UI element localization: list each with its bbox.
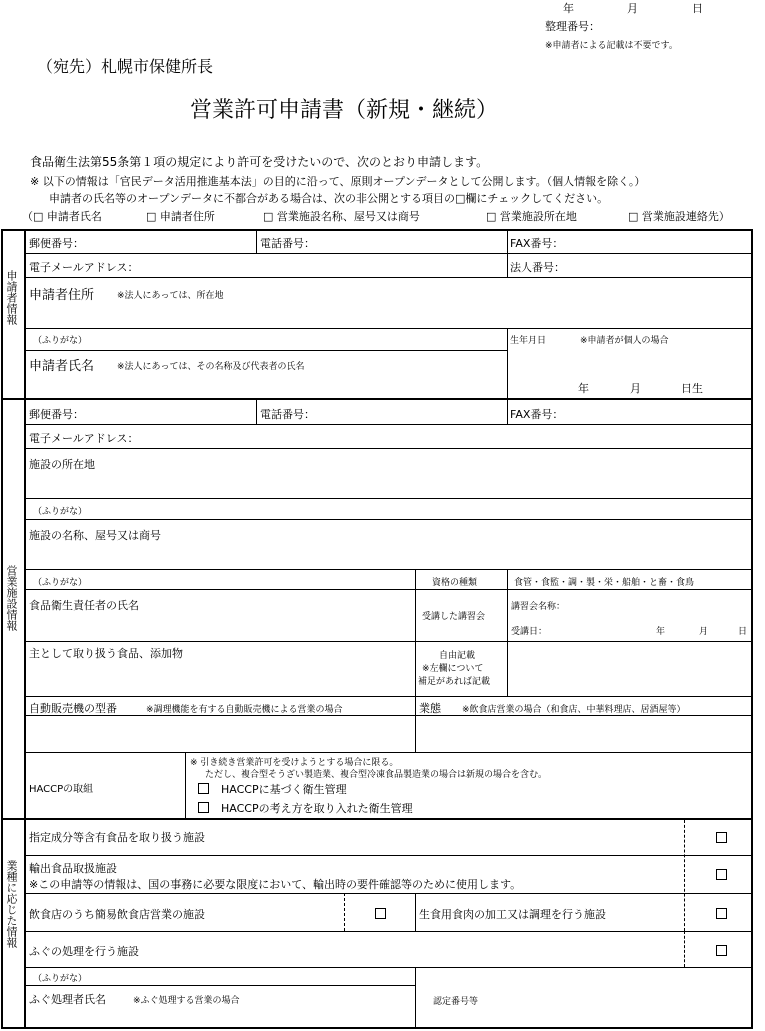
designated-facility-checkbox[interactable] xyxy=(716,832,727,843)
section-label-facility: 営業施設情報 xyxy=(5,565,18,631)
main-foods-label: 主として取り扱う食品、添加物 xyxy=(29,647,183,660)
applicant-name-label: 申請者氏名 xyxy=(29,359,95,374)
qualification-options[interactable]: 食管・食監・調・製・栄・船舶・と畜・食鳥 xyxy=(514,578,695,588)
private-option-facility-location[interactable]: □ 営業施設所在地 xyxy=(486,210,577,223)
applicant-address-label: 申請者住所 xyxy=(29,288,95,303)
applicant-fax-label: FAX番号： xyxy=(510,237,564,250)
course-label: 受講した講習会 xyxy=(422,612,486,622)
section-label-applicant: 申請者情報 xyxy=(5,270,18,325)
applicant-postal-label: 郵便番号： xyxy=(29,237,84,250)
open-data-note-2: 申請者の氏名等のオープンデータに不都合がある場合は、次の非公開とする項目の□欄にチェックしてください。 xyxy=(49,192,609,205)
hygiene-manager-label: 食品衛生責任者の氏名 xyxy=(29,599,139,612)
section-label-business: 業種に応じた情報 xyxy=(5,860,18,948)
haccp-label: HACCPの取組 xyxy=(29,784,94,795)
date-month: 月 xyxy=(627,2,638,15)
course-year: 年 xyxy=(656,627,666,637)
raw-meat-checkbox[interactable] xyxy=(716,908,727,919)
haccp-note-2: ただし、複合型そうざい製造業、複合型冷凍食品製造業の場合は新規の場合を含む。 xyxy=(205,770,548,780)
business-type-note: ※飲食店営業の場合（和食店、中華料理店、居酒屋等） xyxy=(462,705,686,715)
private-option-facility-name[interactable]: □ 営業施設名称、屋号又は商号 xyxy=(263,210,420,223)
applicant-furigana: （ふりがな） xyxy=(33,336,88,346)
facility-email-label: 電子メールアドレス： xyxy=(29,432,139,445)
open-data-note-1: ※ 以下の情報は「官民データ活用推進基本法」の目的に沿って、原則オープンデータとして公開します。（個人情報を除く。） xyxy=(30,175,646,188)
export-facility-label: 輸出食品取扱施設 xyxy=(29,862,117,875)
applicant-email-label: 電子メールアドレス： xyxy=(29,261,139,274)
private-option-name[interactable]: （□ 申請者氏名 xyxy=(22,210,102,223)
simple-restaurant-checkbox[interactable] xyxy=(375,908,386,919)
page-title: 営業許可申請書（新規・継続） xyxy=(190,98,499,123)
vending-model-label: 自動販売機の型番 xyxy=(29,702,117,715)
free-text-label: 自由記載 xyxy=(439,651,476,661)
facility-furigana-2: （ふりがな） xyxy=(33,578,88,588)
qualification-type-label: 資格の種類 xyxy=(432,578,478,588)
date-year: 年 xyxy=(563,2,574,15)
simple-restaurant-label: 飲食店のうち簡易飲食店営業の施設 xyxy=(29,908,205,921)
facility-furigana: （ふりがな） xyxy=(33,507,88,517)
export-facility-checkbox[interactable] xyxy=(716,869,727,880)
haccp-note-1: ※ 引き続き営業許可を受けようとする場合に限る。 xyxy=(190,758,399,768)
ref-number-label: 整理番号： xyxy=(545,20,600,33)
haccp-option-2-checkbox[interactable] xyxy=(198,802,209,813)
ref-note: ※申請者による記載は不要です。 xyxy=(545,41,678,51)
course-name-label: 講習会名称： xyxy=(511,602,566,612)
applicant-phone-label: 電話番号： xyxy=(260,237,315,250)
course-month: 月 xyxy=(699,627,709,637)
cert-number-label: 認定番号等 xyxy=(433,997,479,1007)
business-type-label: 業態 xyxy=(419,702,441,715)
fugu-facility-checkbox[interactable] xyxy=(716,945,727,956)
fugu-handler-note: ※ふぐ処理する営業の場合 xyxy=(133,996,240,1006)
facility-postal-label: 郵便番号： xyxy=(29,408,84,421)
raw-meat-label: 生食用食肉の加工又は調理を行う施設 xyxy=(419,908,606,921)
applicant-birthdate-note: ※申請者が個人の場合 xyxy=(580,336,669,346)
facility-location-label: 施設の所在地 xyxy=(29,458,95,471)
date-day: 日 xyxy=(692,2,703,15)
birth-day-label: 日生 xyxy=(681,382,703,395)
facility-fax-label: FAX番号： xyxy=(510,408,564,421)
birth-year-label: 年 xyxy=(578,382,589,395)
private-option-facility-contact[interactable]: □ 営業施設連絡先） xyxy=(628,210,730,223)
course-date-label: 受講日： xyxy=(511,627,548,637)
fugu-handler-label: ふぐ処理者氏名 xyxy=(29,993,106,1006)
facility-phone-label: 電話番号： xyxy=(260,408,315,421)
free-text-note-2: 補足があれば記載 xyxy=(418,677,491,687)
vending-note: ※調理機能を有する自動販売機による営業の場合 xyxy=(146,705,343,715)
free-text-note-1: ※左欄について xyxy=(422,664,484,674)
applicant-address-note: ※法人にあっては、所在地 xyxy=(117,291,224,301)
intro-statement: 食品衛生法第55条第１項の規定により許可を受けたいので、次のとおり申請します。 xyxy=(30,155,489,169)
birth-month-label: 月 xyxy=(630,382,641,395)
export-facility-note: ※この申請等の情報は、国の事務に必要な限度において、輸出時の要件確認等のために使用します。 xyxy=(29,878,522,891)
applicant-birthdate-label: 生年月日 xyxy=(510,336,547,346)
addressee: （宛先）札幌市保健所長 xyxy=(37,57,214,76)
applicant-corp-number-label: 法人番号： xyxy=(510,261,565,274)
haccp-option-1-label: HACCPに基づく衛生管理 xyxy=(221,783,347,796)
private-option-address[interactable]: □ 申請者住所 xyxy=(146,210,215,223)
fugu-facility-label: ふぐの処理を行う施設 xyxy=(29,945,139,958)
haccp-option-1-checkbox[interactable] xyxy=(198,783,209,794)
applicant-name-note: ※法人にあっては、その名称及び代表者の氏名 xyxy=(117,362,305,372)
fugu-furigana: （ふりがな） xyxy=(33,974,88,984)
haccp-option-2-label: HACCPの考え方を取り入れた衛生管理 xyxy=(221,802,413,815)
designated-facility-label: 指定成分等含有食品を取り扱う施設 xyxy=(29,831,205,844)
course-day: 日 xyxy=(738,627,748,637)
facility-name-label: 施設の名称、屋号又は商号 xyxy=(29,529,161,542)
